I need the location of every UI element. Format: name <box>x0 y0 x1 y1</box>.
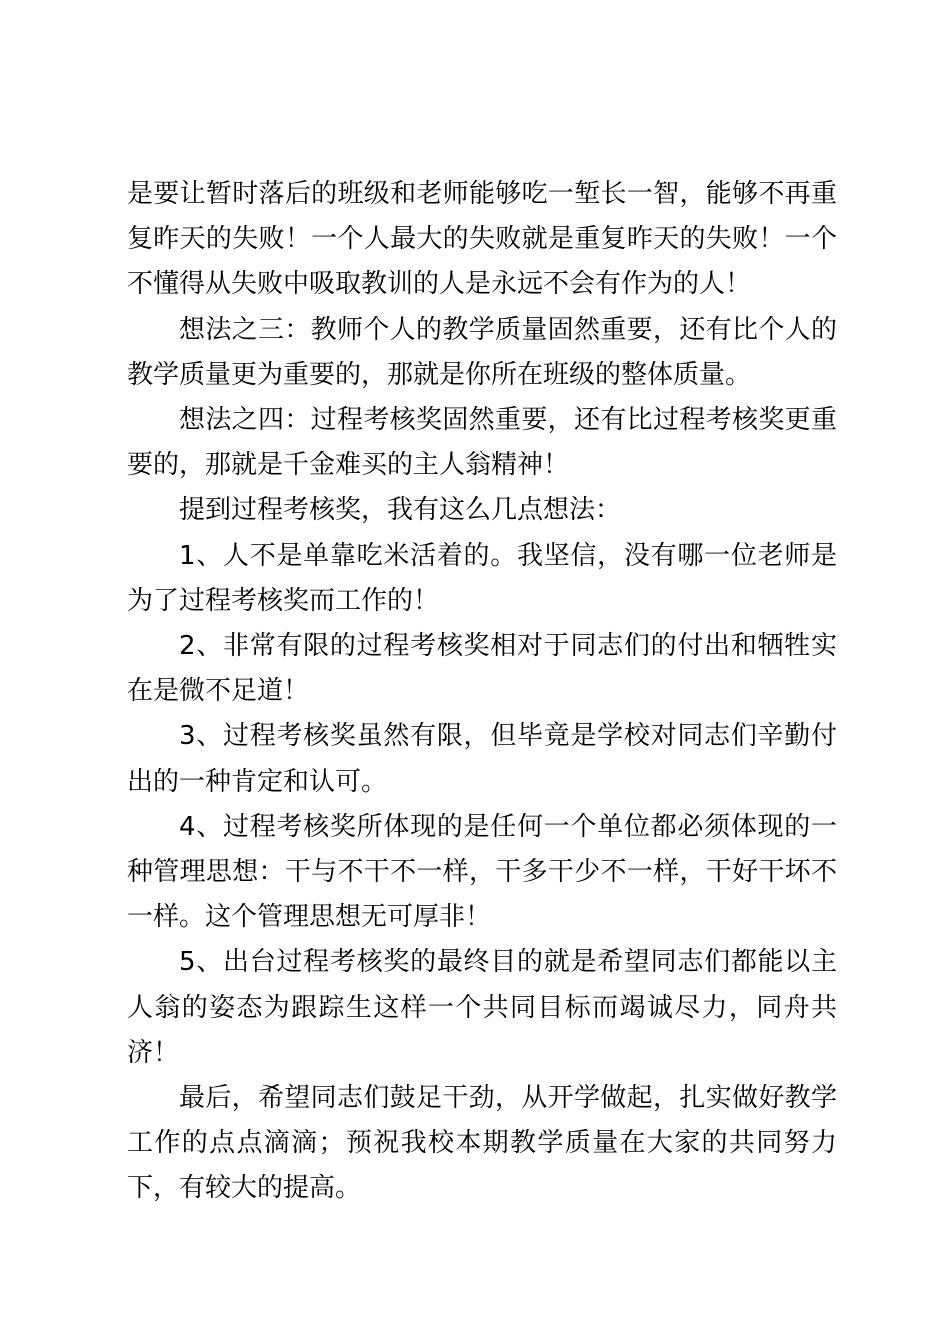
paragraph-idea-three: 想法之三：教师个人的教学质量固然重要，还有比个人的教学质量更为重要的，那就是你所在班级的整体质量。 <box>127 314 837 390</box>
paragraph-point-4: 4、过程考核奖所体现的是任何一个单位都必须体现的一种管理思想：干与不干不一样，干多干少不一样，干好干坏不一样。这个管理思想无可厚非！ <box>127 811 837 933</box>
paragraph-point-3: 3、过程考核奖虽然有限，但毕竟是学校对同志们辛勤付出的一种肯定和认可。 <box>127 721 837 797</box>
paragraph-closing: 最后，希望同志们鼓足干劲，从开学做起，扎实做好教学工作的点点滴滴；预祝我校本期教学质量在大家的共同努力下，有较大的提高。 <box>127 1083 837 1204</box>
paragraph-point-2: 2、非常有限的过程考核奖相对于同志们的付出和牺牲实在是微不足道！ <box>127 631 837 707</box>
paragraph-point-5: 5、出台过程考核奖的最终目的就是希望同志们都能以主人翁的姿态为跟踪生这样一个共同目标而竭诚尽力，同舟共济！ <box>127 947 837 1068</box>
paragraph-continuation: 是要让暂时落后的班级和老师能够吃一堑长一智，能够不再重复昨天的失败！一个人最大的失败就是重复昨天的失败！一个不懂得从失败中吸取教训的人是永远不会有作为的人！ <box>127 179 837 300</box>
paragraph-point-1: 1、人不是单靠吃米活着的。我坚信，没有哪一位老师是为了过程考核奖而工作的！ <box>127 540 837 616</box>
paragraph-bonus-intro: 提到过程考核奖，我有这么几点想法： <box>179 495 622 526</box>
document-body <box>127 172 837 1212</box>
paragraph-idea-four: 想法之四：过程考核奖固然重要，还有比过程考核奖更重要的，那就是千金难买的主人翁精神！ <box>127 405 837 481</box>
